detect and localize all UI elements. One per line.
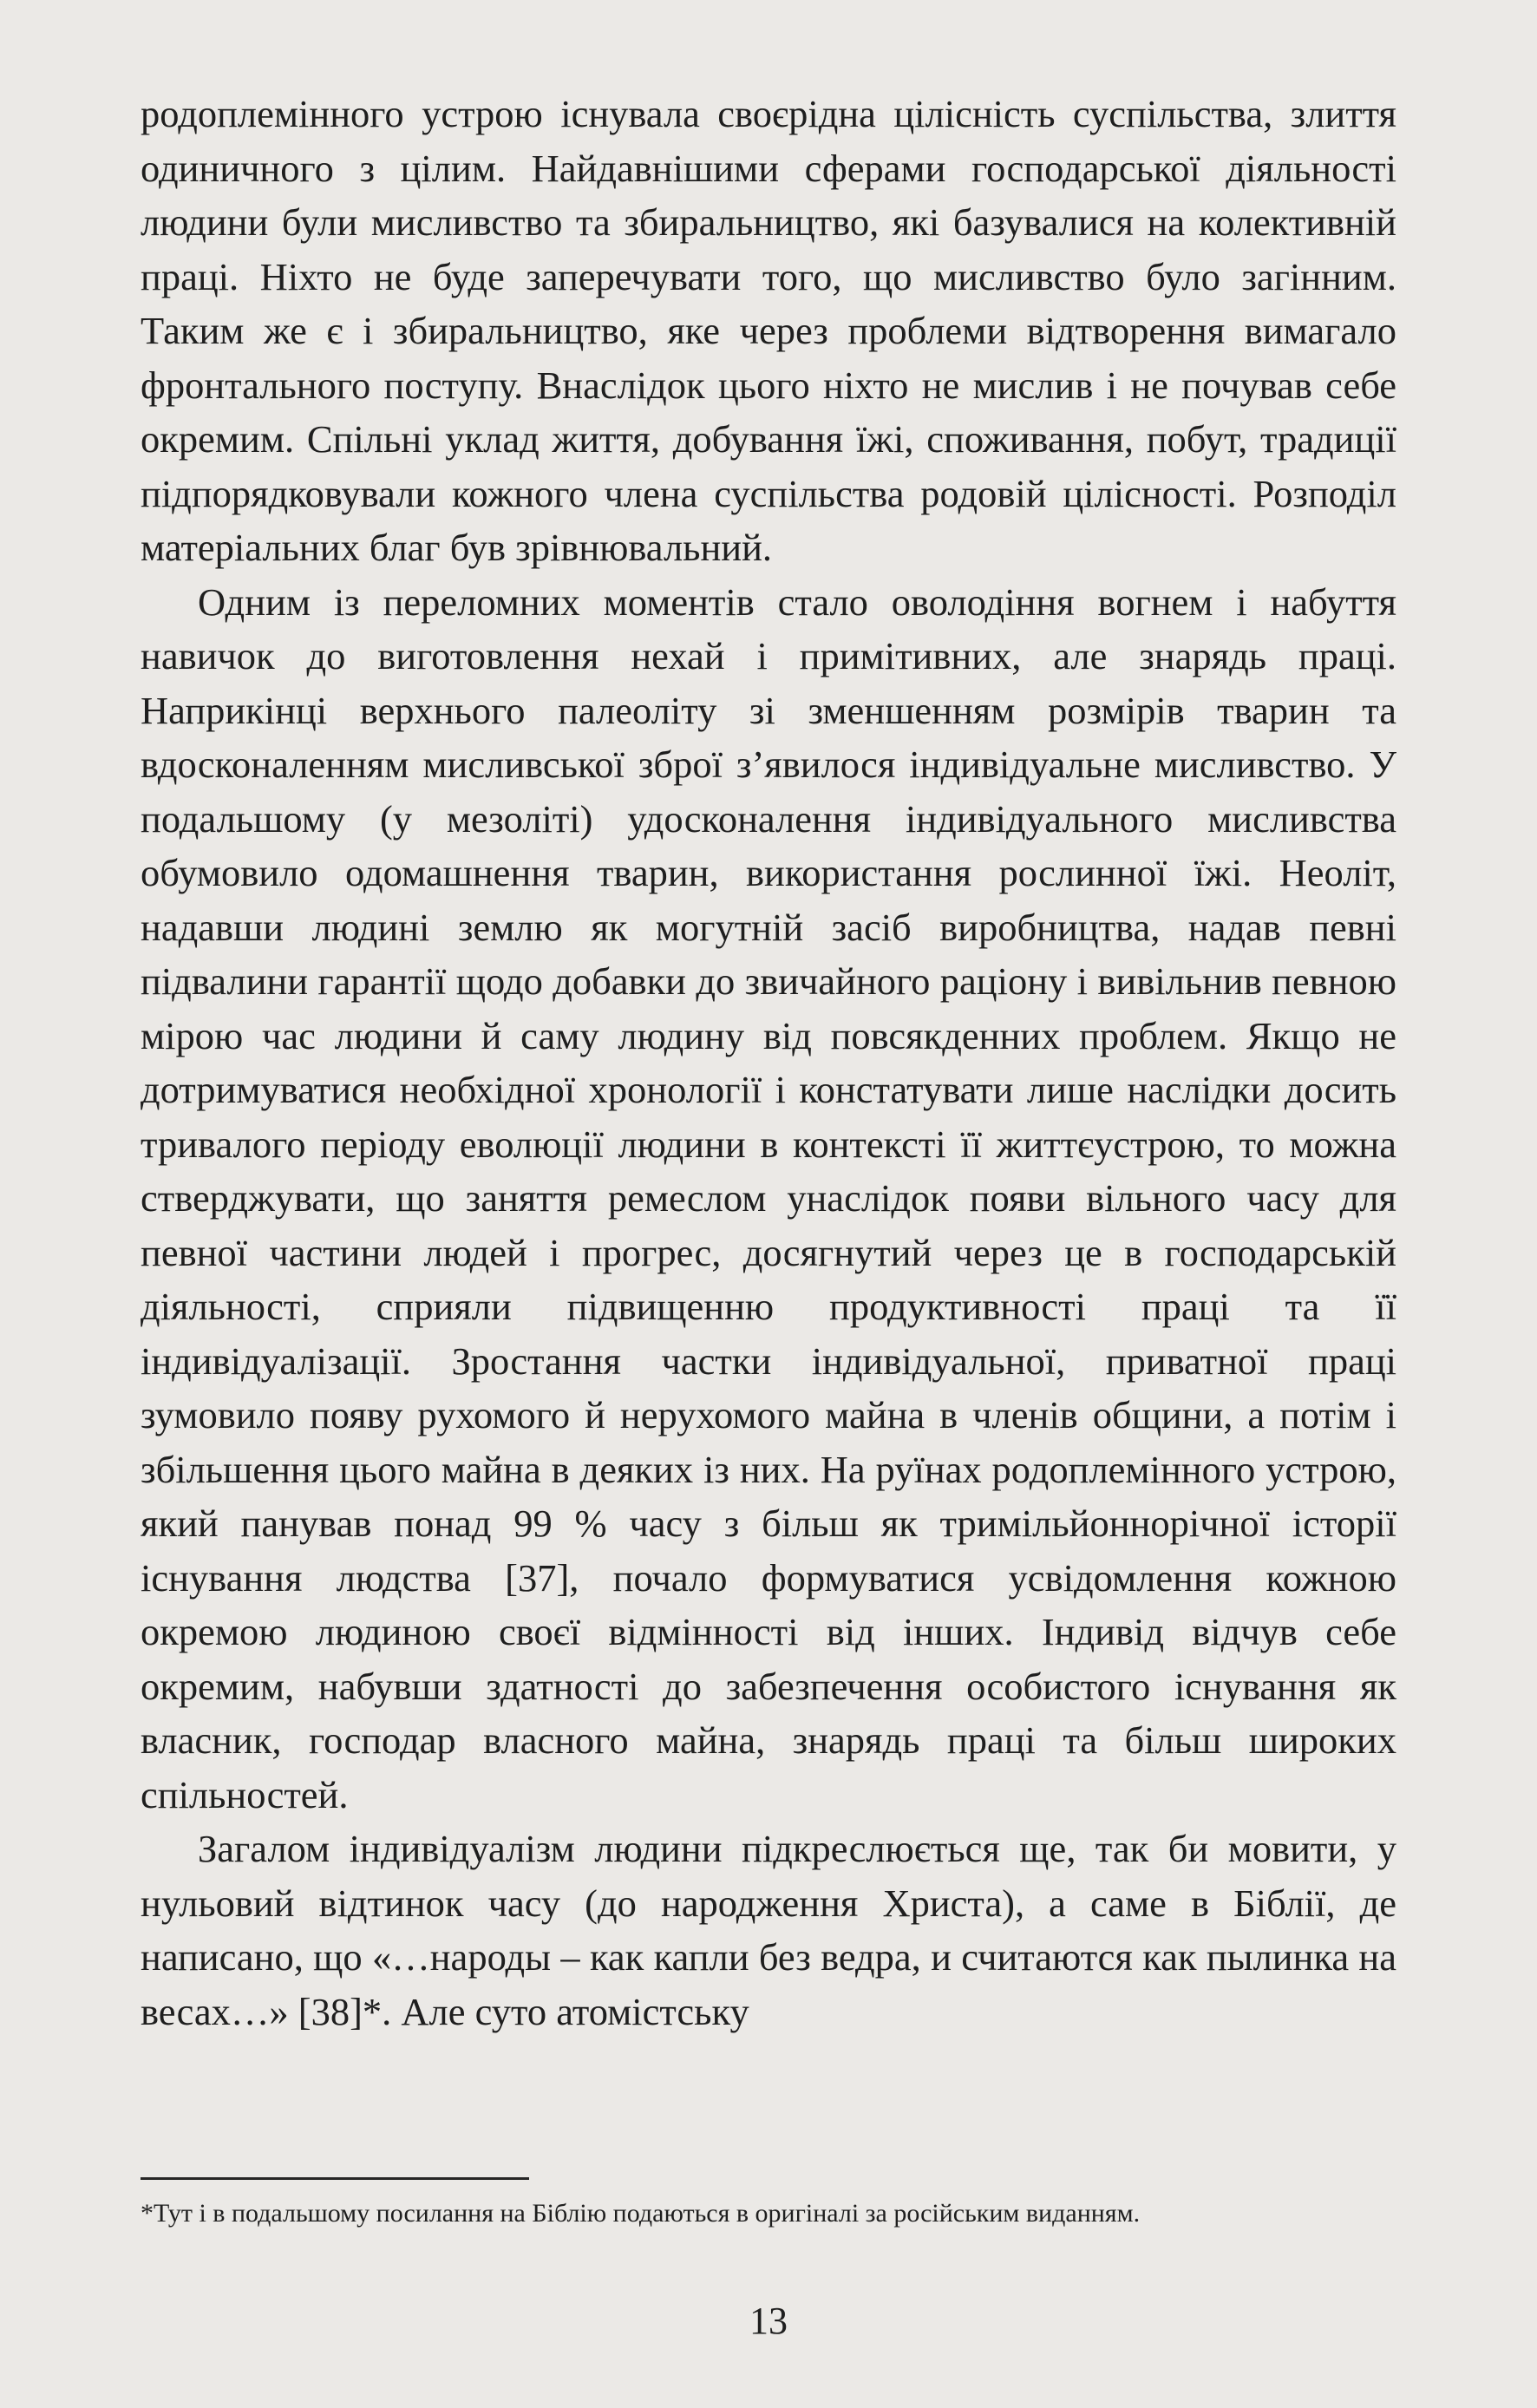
paragraph: Загалом індивідуалізм людини підкреслюється ще, так би мовити, у нульовий відтинок часу (до народження Христа), а саме в Біблії, де написано, що «…народы – как капли без ведра, и считаются как пылинка на весах…» [38]*. Але суто атомістську — [141, 1827, 1396, 2033]
body-text — [141, 87, 1396, 2038]
page-number: 13 — [749, 2300, 788, 2342]
paragraph: Одним із переломних моментів стало оволодіння вогнем і набуття навичок до виготовлення нехай і примітивних, але знарядь праці. Наприкінці верхнього палеоліту зі зменшенням розмірів тварин та вдосконаленням мисливської зброї з’явилося індивідуальне мисливство. У подальшому (у мезоліті) удосконалення індивідуального мисливства обумовило одомашнення тварин, використання рослинної їжі. Неоліт, надавши людині землю як могутній засіб виробництва, надав певні підвалини гарантії щодо добавки до звичайного раціону і вивільнив певною мірою час людини й саму людину від повсякденних проблем. Якщо не дотримуватися необхідної хронології і констатувати лише наслідки досить тривалого періоду еволюції людини в контексті її життєустрою, то можна стверджувати, що заняття ремеслом унаслідок появи вільного часу для певної частини людей і прогрес, досягнутий через це в господарській діяльності, сприяли підвищенню продуктивності праці та її індивідуалізації. Зростання частки індивідуальної, приватної праці зумовило появу рухомого й нерухомого майна в членів общини, а потім і збільшення цього майна в деяких із них. На руїнах родоплемінного устрою, який панував понад 99 % часу з більш як тримільйоннорічної історії існування людства [37], почало формуватися усвідомлення кожною окремою людиною своєї відмінності від інших. Індивід відчув себе окремим, набувши здатності до забезпечення особистого існування як власник, господар власного майна, знарядь праці та більш широких спільностей. — [141, 579, 1396, 1816]
footnote: *Тут і в подальшому посилання на Біблію подаються в оригіналі за російським виданням. — [141, 2199, 1141, 2228]
footnote-divider — [141, 2177, 529, 2180]
paragraph-continued: родоплемінного устрою існувала своєрідна цілісність суспільства, злиття одиничного з цілим. Найдавнішими сферами господарської діяльності людини були мисливство та збиральництво, які базувалися на колективній праці. Ніхто не буде заперечувати того, що мисливство було загінним. Таким же є і збиральництво, яке через проблеми відтворення вимагало фронтального поступу. Внаслідок цього ніхто не мислив і не почував себе окремим. Спільні уклад життя, добування їжі, споживання, побут, традиції підпорядковували кожного члена суспільства родовій цілісності. Розподіл матеріальних благ був зрівнювальний. — [141, 92, 1396, 569]
